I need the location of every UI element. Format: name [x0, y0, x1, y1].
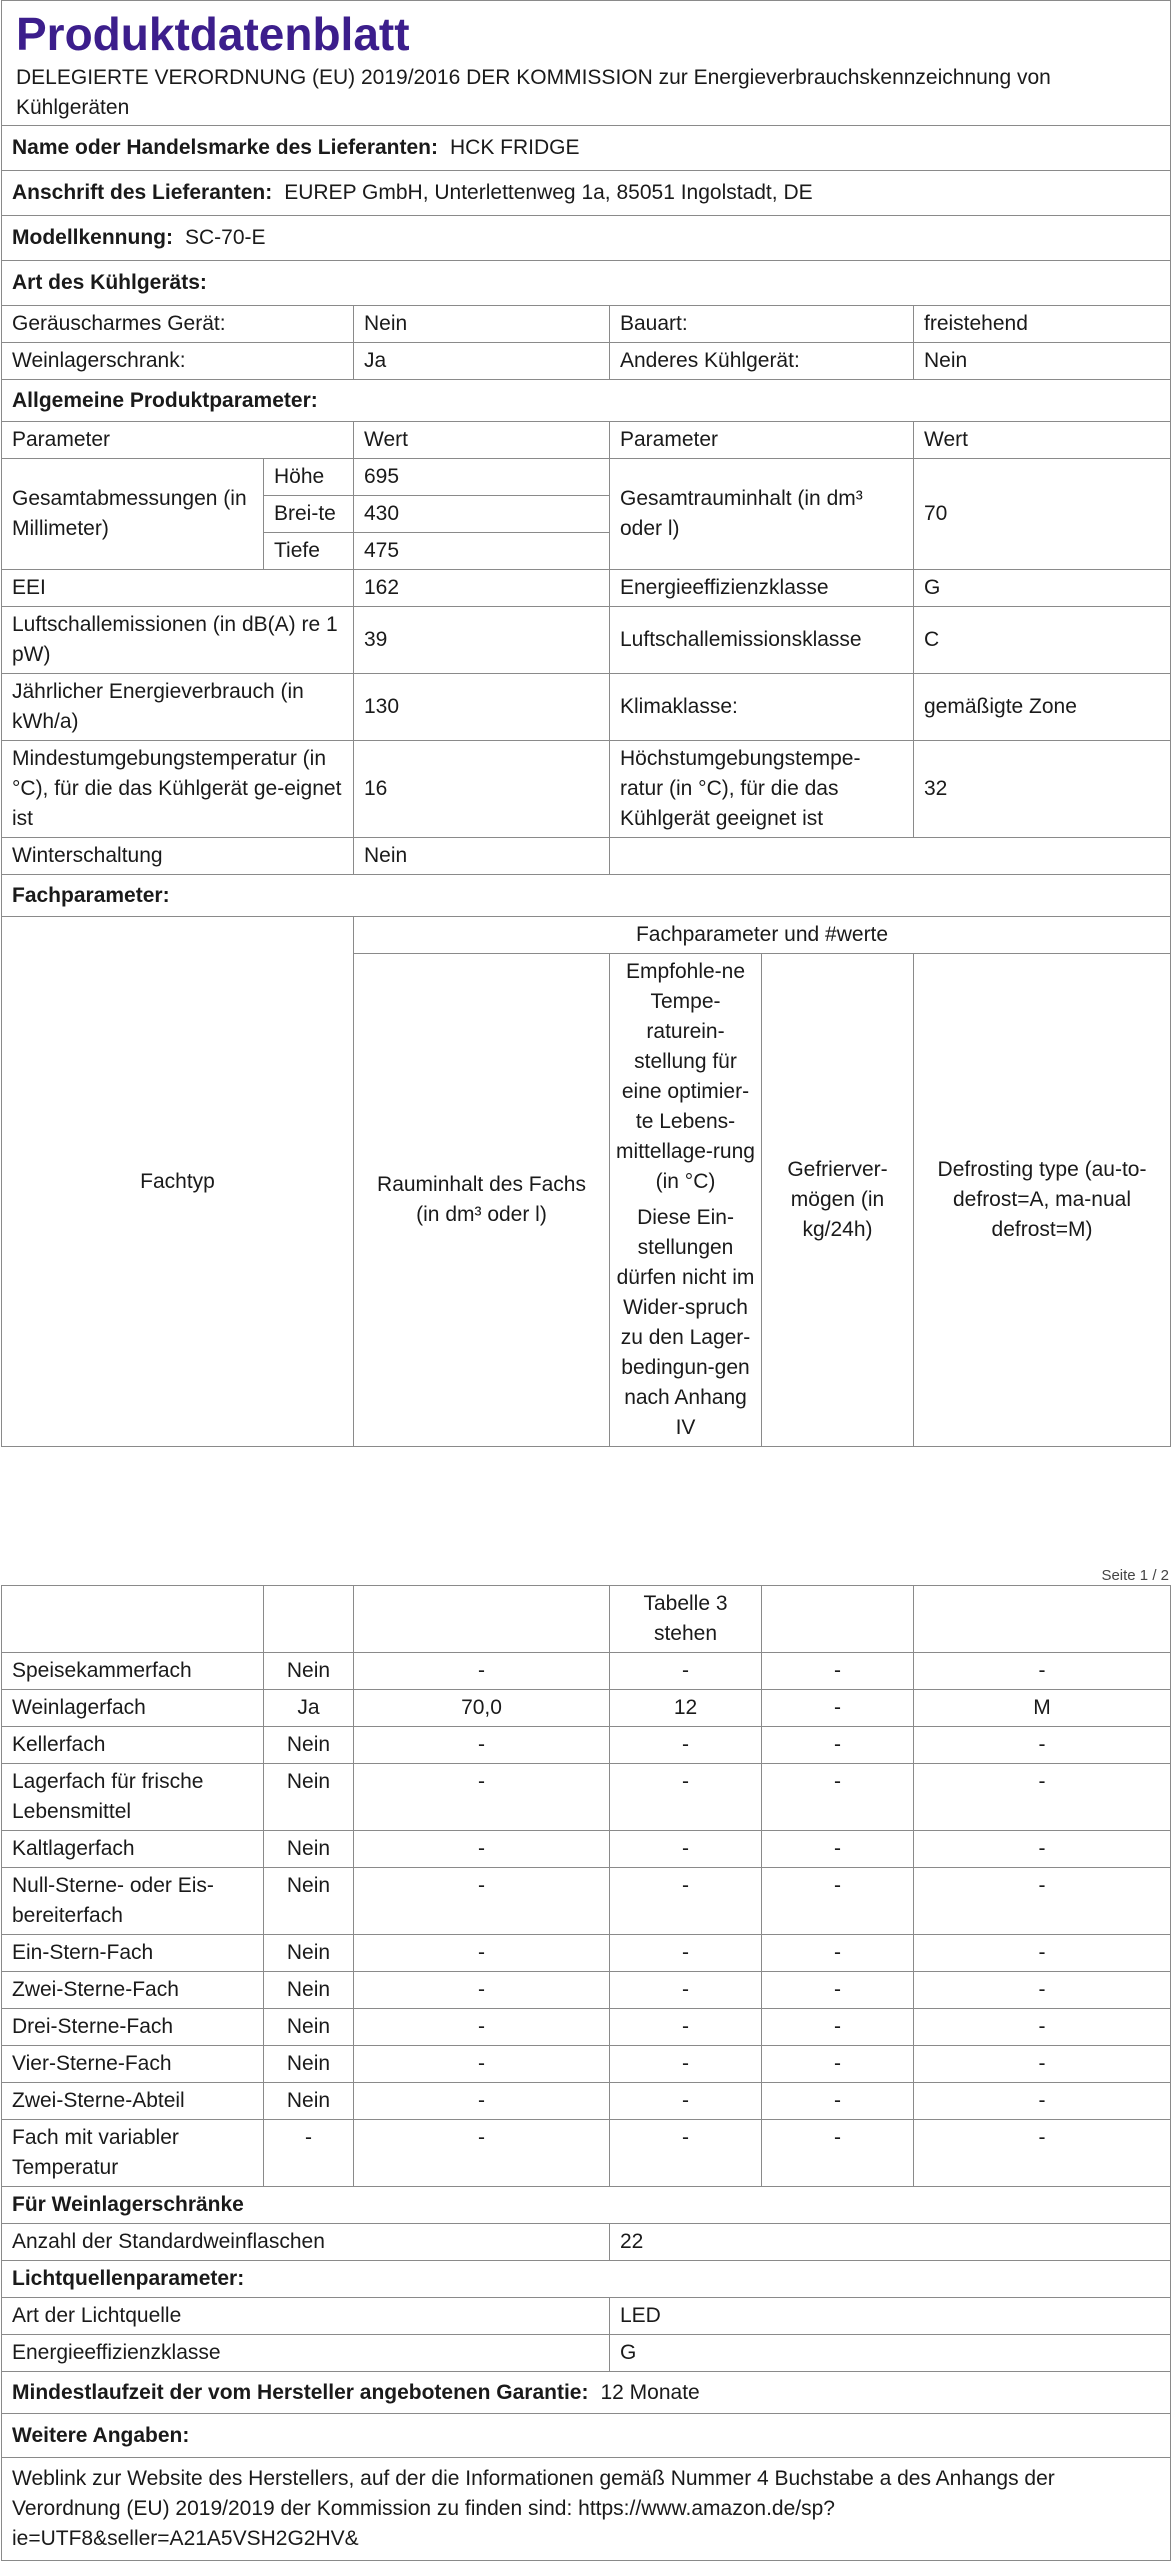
compartment-temp: - [610, 1653, 762, 1690]
compartment-temp: - [610, 2120, 762, 2187]
light-heading: Lichtquellenparameter: [2, 2261, 1171, 2298]
low-noise-value: Nein [354, 306, 610, 343]
compartment-name: Kellerfach [2, 1727, 264, 1764]
compartment-freeze: - [762, 1831, 914, 1868]
col-freeze-capacity: Gefrierver-mögen (in kg/24h) [762, 954, 914, 1447]
compartment-name: Drei-Sterne-Fach [2, 2009, 264, 2046]
compartment-present: Nein [264, 1727, 354, 1764]
depth-label: Tiefe [264, 533, 354, 570]
height-label: Höhe [264, 459, 354, 496]
compartment-present: - [264, 2120, 354, 2187]
other-device-label: Anderes Kühlgerät: [610, 343, 914, 380]
compartment-row [2, 2120, 1171, 2187]
light-type-label: Art der Lichtquelle [2, 2298, 610, 2335]
compartment-row [2, 1868, 1171, 1935]
compartment-volume: - [354, 2083, 610, 2120]
compartment-heading: Fachparameter: [2, 875, 1171, 917]
compartment-defrost: - [914, 2120, 1171, 2187]
col-value-left: Wert [354, 422, 610, 459]
compartment-volume: - [354, 1727, 610, 1764]
light-class-label: Energieeffizienzklasse [2, 2335, 610, 2372]
light-class-value: G [610, 2335, 1171, 2372]
compartment-volume: - [354, 2009, 610, 2046]
climate-value: gemäßigte Zone [914, 674, 1171, 741]
further-heading: Weitere Angaben: [2, 2414, 1171, 2458]
compartment-defrost: - [914, 1653, 1171, 1690]
compartment-volume: - [354, 1831, 610, 1868]
climate-label: Klimaklasse: [610, 674, 914, 741]
compartment-defrost: - [914, 2009, 1171, 2046]
compartment-present: Nein [264, 2009, 354, 2046]
warranty-row [2, 2372, 1171, 2414]
supplier-address-label: Anschrift des Lieferanten: [12, 181, 273, 204]
compartment-freeze: - [762, 1972, 914, 2009]
low-noise-label: Geräuscharmes Gerät: [2, 306, 354, 343]
compartment-present: Nein [264, 1935, 354, 1972]
compartment-row [2, 1831, 1171, 1868]
compartment-freeze: - [762, 1868, 914, 1935]
noise-class-value: C [914, 607, 1171, 674]
further-text: Weblink zur Website des Herstellers, auf der die Informationen gemäß Nummer 4 Buchstabe a des Anhangs der Verordnung (EU) 2019/2019 der Kommission zu finden sind: https://www.amazon.de/sp?ie=UTF8&seller=A21A5VSH2G2HV& [2, 2458, 1171, 2561]
supplier-name-label: Name oder Handelsmarke des Lieferanten: [12, 136, 438, 159]
wine-cabinet-label: Weinlagerschrank: [2, 343, 354, 380]
compartment-name: Null-Sterne- oder Eis-bereiterfach [2, 1868, 264, 1935]
compartment-present: Ja [264, 1690, 354, 1727]
compartment-freeze: - [762, 1764, 914, 1831]
min-temp-value: 16 [354, 741, 610, 838]
compartment-freeze: - [762, 2083, 914, 2120]
compartment-freeze: - [762, 1653, 914, 1690]
compartment-present: Nein [264, 1868, 354, 1935]
compartment-name: Zwei-Sterne-Abteil [2, 2083, 264, 2120]
page-title: Produktdatenblatt [16, 8, 410, 60]
supplier-name-row [2, 126, 1171, 171]
col-param-left: Parameter [2, 422, 354, 459]
compartment-defrost: - [914, 2046, 1171, 2083]
compartment-name: Fach mit variabler Temperatur [2, 2120, 264, 2187]
eei-label: EEI [2, 570, 354, 607]
compartment-freeze: - [762, 2009, 914, 2046]
page-number: Seite 1 / 2 [1101, 1567, 1169, 1584]
compartment-row [2, 1690, 1171, 1727]
compartment-defrost: M [914, 1690, 1171, 1727]
compartment-defrost: - [914, 1935, 1171, 1972]
compartment-volume: - [354, 1935, 610, 1972]
continued-defrost-cell [914, 1586, 1171, 1653]
compartment-temp: - [610, 1727, 762, 1764]
compartment-row [2, 1972, 1171, 2009]
continued-volume-cell [354, 1586, 610, 1653]
compartment-row [2, 1935, 1171, 1972]
design-label: Bauart: [610, 306, 914, 343]
compartment-freeze: - [762, 2120, 914, 2187]
continued-freeze-cell [762, 1586, 914, 1653]
supplier-name-value: HCK FRIDGE [450, 136, 580, 159]
compartment-name: Zwei-Sterne-Fach [2, 1972, 264, 2009]
compartment-present: Nein [264, 2083, 354, 2120]
compartment-temp: - [610, 2009, 762, 2046]
compartment-freeze: - [762, 1935, 914, 1972]
efficiency-class-value: G [914, 570, 1171, 607]
efficiency-class-label: Energieeffizienzklasse [610, 570, 914, 607]
compartment-rows [2, 1653, 1171, 2187]
compartment-defrost: - [914, 1727, 1171, 1764]
compartment-name: Speisekammerfach [2, 1653, 264, 1690]
compartment-name: Ein-Stern-Fach [2, 1935, 264, 1972]
compartment-temp: - [610, 1868, 762, 1935]
compartment-defrost: - [914, 2083, 1171, 2120]
compartment-name: Lagerfach für frische Lebensmittel [2, 1764, 264, 1831]
design-value: freistehend [914, 306, 1171, 343]
col-param-right: Parameter [610, 422, 914, 459]
model-row [2, 216, 1171, 261]
compartment-temp: - [610, 1831, 762, 1868]
min-temp-label: Mindestumgebungstemperatur (in °C), für die das Kühlgerät ge-eignet ist [2, 741, 354, 838]
compartment-temp: - [610, 1935, 762, 1972]
compartment-temp: - [610, 1972, 762, 2009]
compartment-row [2, 2009, 1171, 2046]
compartment-temp: - [610, 1764, 762, 1831]
regulation-text: DELEGIERTE VERORDNUNG (EU) 2019/2016 DER KOMMISSION zur Energieverbrauchskennzeichnung von Kühlgeräten [16, 66, 1051, 119]
volume-value: 70 [914, 459, 1171, 570]
dimensions-label: Gesamtabmessungen (in Millimeter) [2, 459, 264, 570]
noise-class-label: Luftschallemissionsklasse [610, 607, 914, 674]
compartment-temp: 12 [610, 1690, 762, 1727]
compartment-present: Nein [264, 1653, 354, 1690]
continued-type-cell [2, 1586, 264, 1653]
light-type-value: LED [610, 2298, 1171, 2335]
volume-label: Gesamtrauminhalt (in dm³ oder l) [610, 459, 914, 570]
col-temp-part1: Empfohle-ne Tempe-raturein-stellung für eine optimier-te Lebens-mittellage-rung (in °C) [616, 960, 755, 1193]
compartment-temp: - [610, 2046, 762, 2083]
compartment-name: Vier-Sterne-Fach [2, 2046, 264, 2083]
compartment-freeze: - [762, 2046, 914, 2083]
compartment-volume: - [354, 2046, 610, 2083]
supplier-address-row [2, 171, 1171, 216]
compartment-name: Kaltlagerfach [2, 1831, 264, 1868]
col-temp-part3: Tabelle 3 stehen [610, 1586, 762, 1653]
noise-label: Luftschallemissionen (in dB(A) re 1 pW) [2, 607, 354, 674]
device-type-heading: Art des Kühlgeräts: [2, 261, 1171, 306]
winter-label: Winterschaltung [2, 838, 354, 875]
compartment-temp: - [610, 2083, 762, 2120]
noise-value: 39 [354, 607, 610, 674]
compartment-volume: - [354, 2120, 610, 2187]
col-defrost-type: Defrosting type (au-to-defrost=A, ma-nual defrost=M) [914, 954, 1171, 1447]
continued-present-cell [264, 1586, 354, 1653]
compartment-volume: - [354, 1972, 610, 2009]
max-temp-value: 32 [914, 741, 1171, 838]
other-device-value: Nein [914, 343, 1171, 380]
width-value: 430 [354, 496, 610, 533]
winter-value: Nein [354, 838, 610, 875]
bottles-value: 22 [610, 2224, 1171, 2261]
eei-value: 162 [354, 570, 610, 607]
col-compartment-type: Fachtyp [2, 917, 354, 1447]
warranty-value: 12 Monate [600, 2380, 700, 2404]
winter-empty [610, 838, 1171, 875]
compartment-volume: 70,0 [354, 1690, 610, 1727]
compartment-row [2, 1764, 1171, 1831]
compartment-row [2, 1727, 1171, 1764]
annual-energy-label: Jährlicher Energieverbrauch (in kWh/a) [2, 674, 354, 741]
bottles-label: Anzahl der Standardweinflaschen [2, 2224, 610, 2261]
compartment-defrost: - [914, 1831, 1171, 1868]
compartment-table-continued [1, 1585, 1171, 2561]
col-temp-part2: Diese Ein-stellungen dürfen nicht im Wider-spruch zu den Lager-bedingun-gen nach Anhang IV [616, 1206, 755, 1439]
wine-heading: Für Weinlagerschränke [2, 2187, 1171, 2224]
width-label: Brei-te [264, 496, 354, 533]
compartment-present: Nein [264, 1764, 354, 1831]
compartment-defrost: - [914, 1972, 1171, 2009]
col-recommended-temp [610, 954, 762, 1447]
title-cell [2, 1, 1171, 126]
compartment-defrost: - [914, 1764, 1171, 1831]
compartment-row [2, 1653, 1171, 1690]
compartment-freeze: - [762, 1690, 914, 1727]
model-value: SC-70-E [185, 226, 266, 249]
compartment-freeze: - [762, 1727, 914, 1764]
col-value-right: Wert [914, 422, 1171, 459]
col-compartment-volume: Rauminhalt des Fachs (in dm³ oder l) [354, 954, 610, 1447]
height-value: 695 [354, 459, 610, 496]
general-heading: Allgemeine Produktparameter: [2, 380, 1171, 422]
wine-cabinet-value: Ja [354, 343, 610, 380]
depth-value: 475 [354, 533, 610, 570]
compartment-defrost: - [914, 1868, 1171, 1935]
annual-energy-value: 130 [354, 674, 610, 741]
compartment-volume: - [354, 1868, 610, 1935]
model-label: Modellkennung: [12, 226, 173, 249]
warranty-label: Mindestlaufzeit der vom Hersteller angebotenen Garantie: [12, 2380, 589, 2404]
compartment-present: Nein [264, 2046, 354, 2083]
max-temp-label: Höchstumgebungstempe-ratur (in °C), für die das Kühlgerät geeignet ist [610, 741, 914, 838]
col-compartment-group: Fachparameter und #werte [354, 917, 1171, 954]
compartment-row [2, 2046, 1171, 2083]
compartment-volume: - [354, 1653, 610, 1690]
compartment-row [2, 2083, 1171, 2120]
page-2 [0, 1585, 1171, 2560]
data-sheet-table [1, 0, 1171, 1447]
compartment-present: Nein [264, 1972, 354, 2009]
compartment-volume: - [354, 1764, 610, 1831]
compartment-present: Nein [264, 1831, 354, 1868]
compartment-name: Weinlagerfach [2, 1690, 264, 1727]
supplier-address-value: EUREP GmbH, Unterlettenweg 1a, 85051 Ingolstadt, DE [284, 181, 813, 204]
